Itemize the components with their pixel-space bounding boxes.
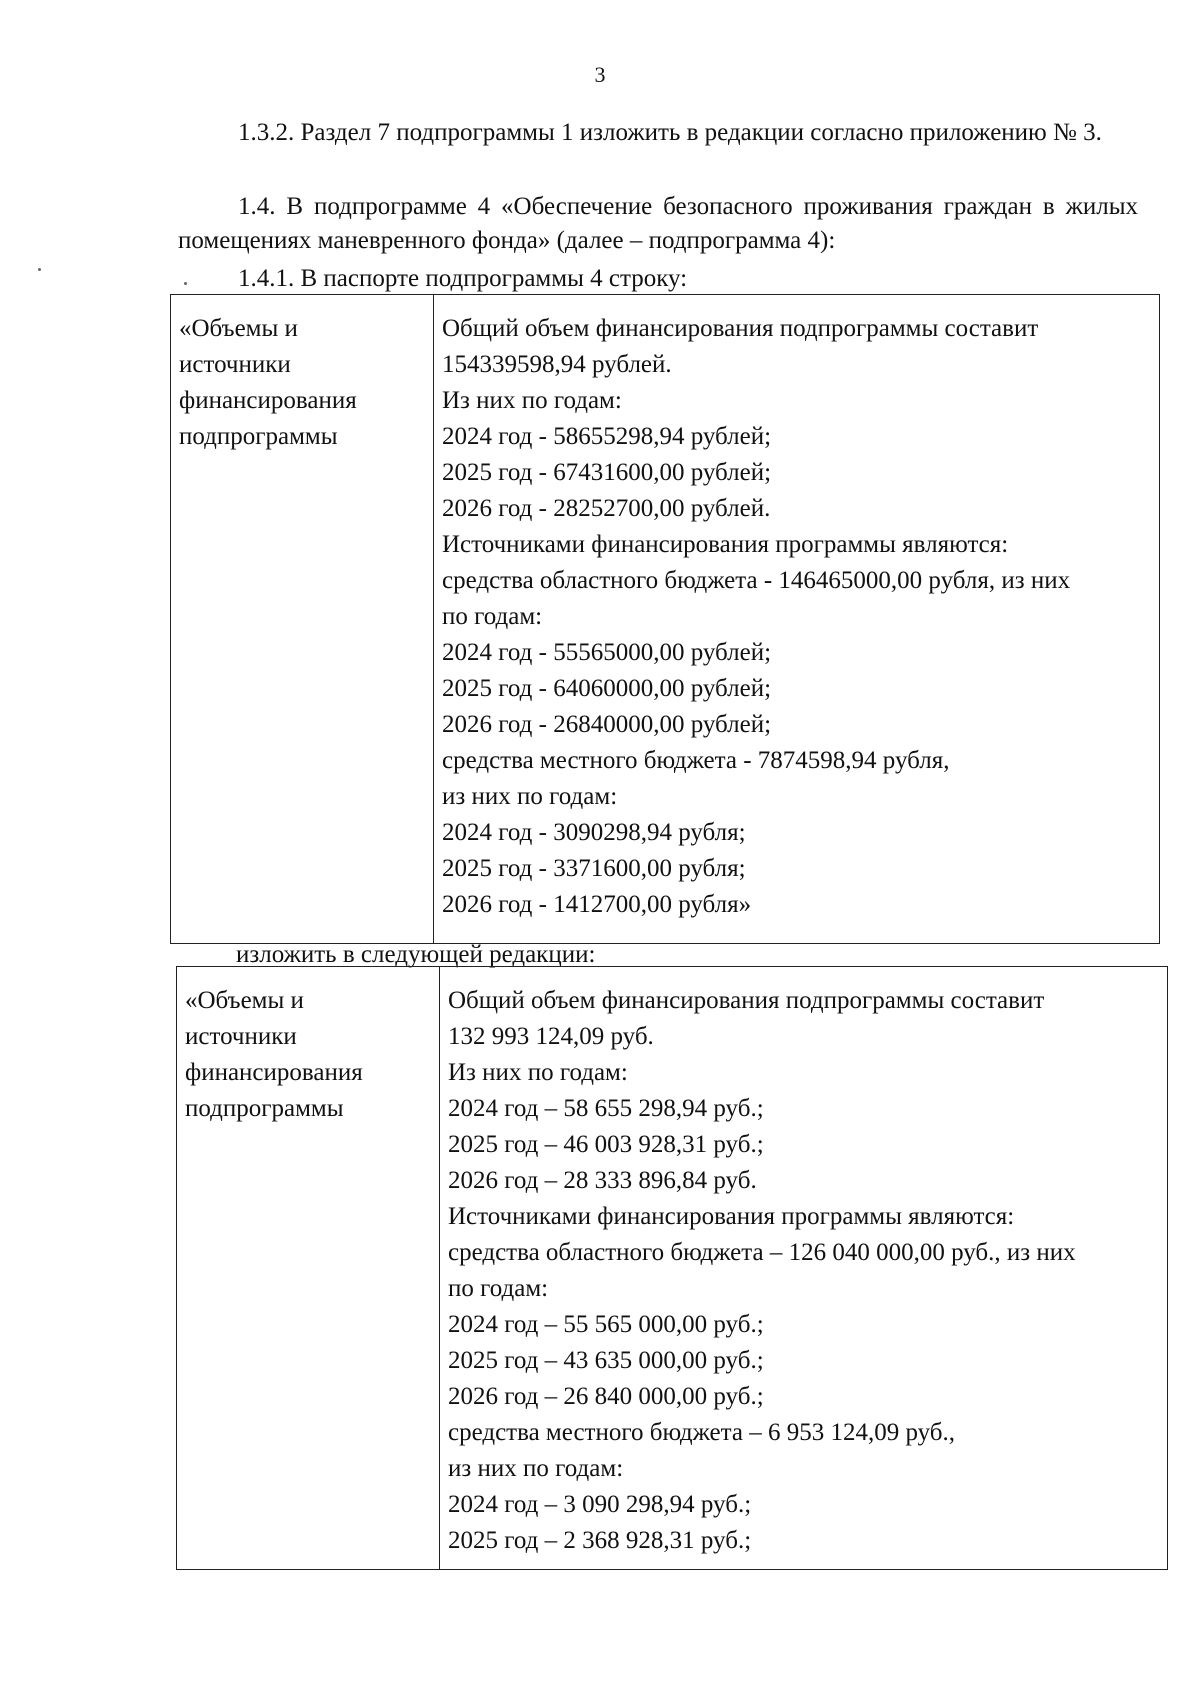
label-line: источники [179,351,291,378]
label-line: подпрограммы [179,423,338,450]
value-line: 2024 год – 58 655 298,94 руб.; [448,1095,764,1122]
scan-speck [184,282,187,285]
label-line: финансирования [185,1059,363,1086]
value-line: 2026 год - 26840000,00 рублей; [442,711,772,738]
label-line: финансирования [179,387,357,414]
value-line: 2025 год - 67431600,00 рублей; [442,459,772,486]
table-row [177,967,1168,1570]
paragraph-1-4-1 [178,262,1138,296]
table-row [171,295,1160,944]
new-row-value-cell [440,967,1168,1570]
new-row-table [176,966,1168,1570]
middle-text: изложить в следующей редакции: [236,941,596,968]
value-line: 2024 год - 55565000,00 рублей; [442,639,772,666]
value-line: 2025 год - 64060000,00 рублей; [442,675,772,702]
paragraph-1-4-text: 1.4. В подпрограмме 4 «Обеспечение безопасного проживания граждан в жилых помещениях маневренного фонда» (далее – подпрограмма 4): [178,193,1138,254]
value-line: средства местного бюджета – 6 953 124,09 руб., [448,1419,956,1446]
value-line: 132 993 124,09 руб. [448,1023,654,1050]
value-line: 2024 год - 58655298,94 рублей; [442,423,772,450]
value-line: Из них по годам: [442,387,622,414]
value-line: 2024 год - 3090298,94 рубля; [442,819,746,846]
paragraph-1-4 [178,190,1138,258]
value-line: средства областного бюджета – 126 040 000,00 руб., из них [448,1239,1076,1266]
new-row-label-cell [177,967,440,1570]
paragraph-1-4-1-text: 1.4.1. В паспорте подпрограммы 4 строку: [238,265,688,292]
value-line: из них по годам: [442,783,618,810]
value-line: Общий объем финансирования подпрограммы составит [448,987,1045,1014]
value-line: по годам: [442,603,543,630]
old-row-value-cell [434,295,1160,944]
old-row-table [170,294,1160,944]
value-line: средства местного бюджета - 7874598,94 рубля, [442,747,950,774]
old-row-label-cell [171,295,434,944]
label-line: «Объемы и [185,987,304,1014]
value-line: 2025 год – 43 635 000,00 руб.; [448,1347,764,1374]
value-line: из них по годам: [448,1455,624,1482]
paragraph-1-3-2-text: 1.3.2. Раздел 7 подпрограммы 1 изложить в редакции согласно приложению № 3. [238,119,1102,146]
value-line: Источниками финансирования программы являются: [448,1203,1015,1230]
value-line: 2026 год - 1412700,00 рубля» [442,891,752,918]
label-line: подпрограммы [185,1095,344,1122]
label-line: источники [185,1023,297,1050]
value-line: 2025 год – 46 003 928,31 руб.; [448,1131,764,1158]
value-line: 2026 год – 26 840 000,00 руб.; [448,1383,764,1410]
value-line: Источниками финансирования программы являются: [442,531,1009,558]
scan-speck [38,268,41,271]
label-line: «Объемы и [179,315,298,342]
value-line: Из них по годам: [448,1059,628,1086]
value-line: 2024 год – 55 565 000,00 руб.; [448,1311,764,1338]
page-number: 3 [594,62,606,87]
value-line: Общий объем финансирования подпрограммы составит [442,315,1039,342]
paragraph-1-3-2 [178,116,1138,150]
value-line: 2024 год – 3 090 298,94 руб.; [448,1491,752,1518]
value-line: 2026 год – 28 333 896,84 руб. [448,1167,757,1194]
value-line: 154339598,94 рублей. [442,351,672,378]
value-line: по годам: [448,1275,549,1302]
value-line: 2026 год - 28252700,00 рублей. [442,495,771,522]
value-line: средства областного бюджета - 146465000,00 рубля, из них [442,567,1071,594]
value-line: 2025 год - 3371600,00 рубля; [442,855,746,882]
value-line: 2025 год – 2 368 928,31 руб.; [448,1527,752,1554]
